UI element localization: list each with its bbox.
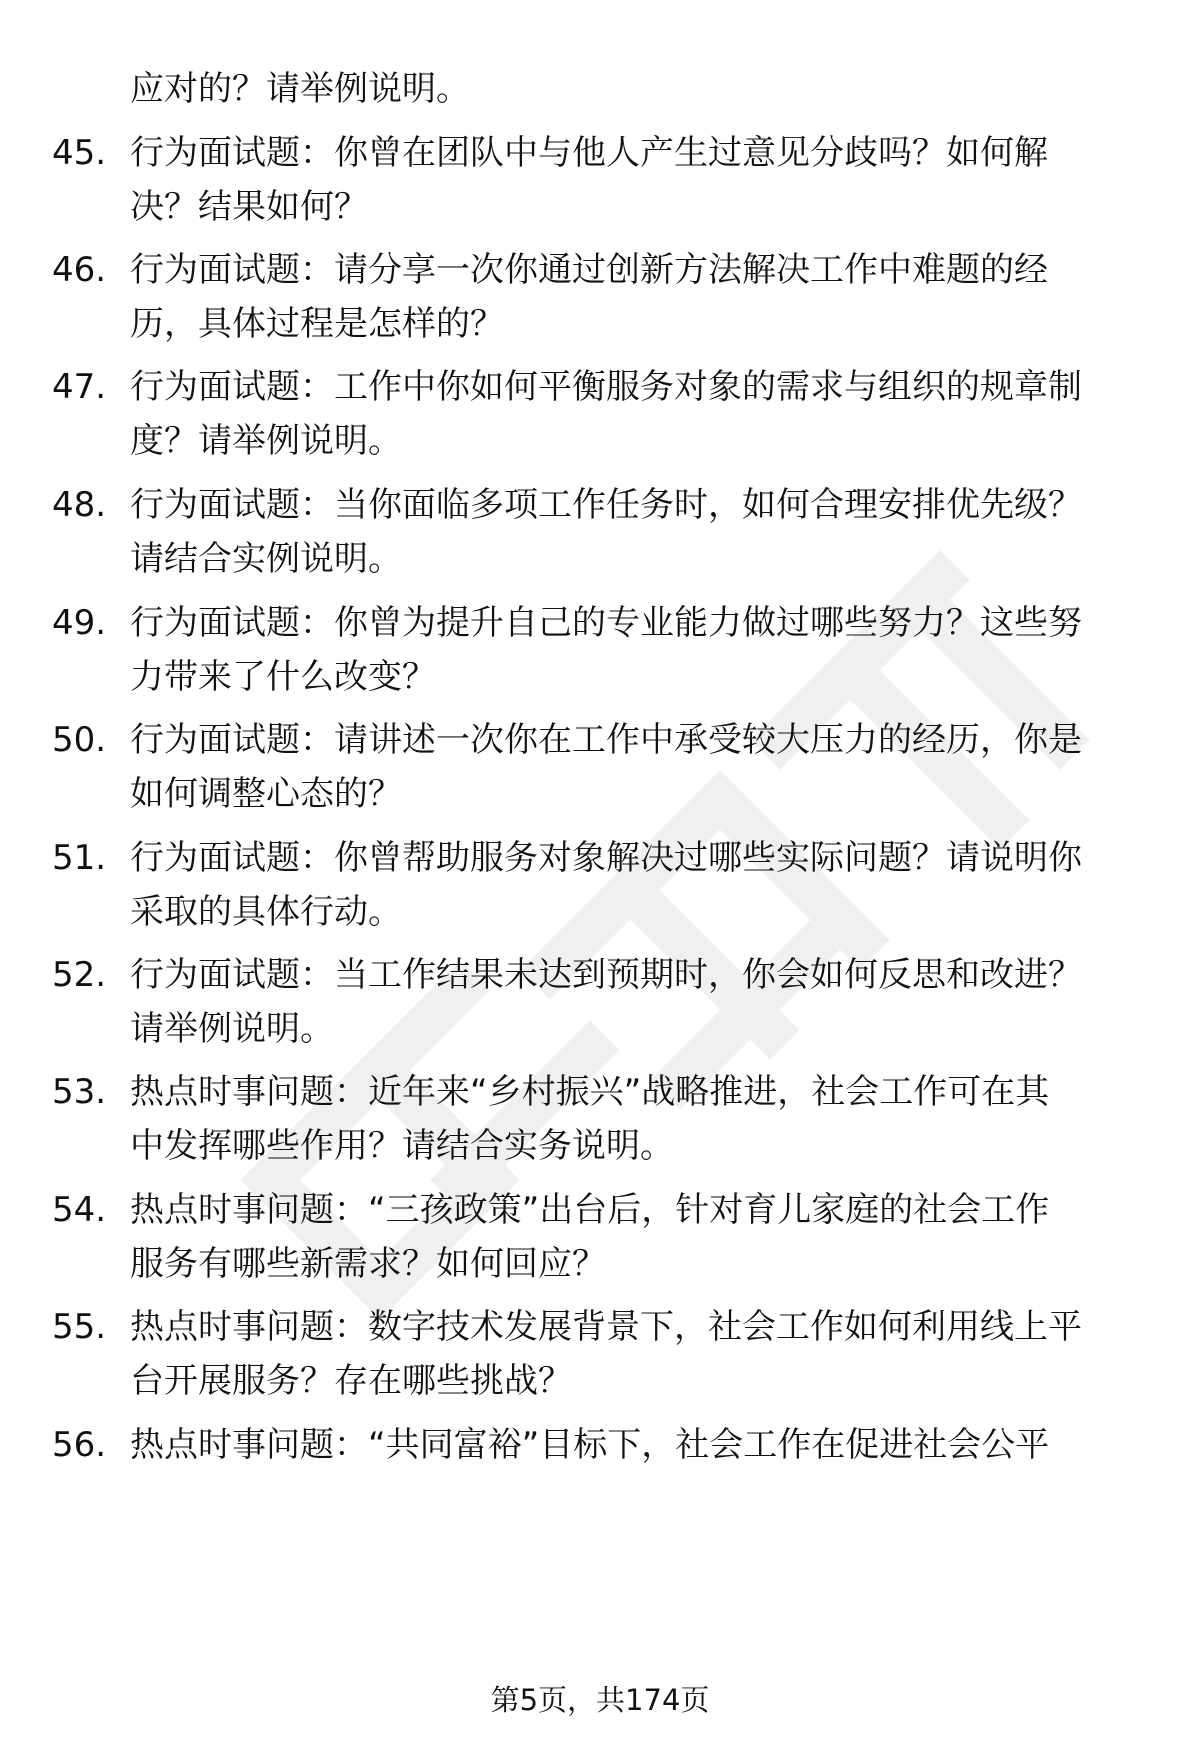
question-number: 55. bbox=[52, 1307, 107, 1347]
question-number: 51. bbox=[52, 838, 107, 878]
continued-text: 应对的？请举例说明。 bbox=[130, 69, 470, 109]
question-line: 请举例说明。 bbox=[130, 1009, 334, 1049]
question-line: 台开展服务？存在哪些挑战？ bbox=[130, 1361, 572, 1401]
question-number: 54. bbox=[52, 1190, 107, 1230]
question-line: 行为面试题：当你面临多项工作任务时，如何合理安排优先级？ bbox=[130, 485, 1082, 525]
question-line: 请结合实例说明。 bbox=[130, 539, 402, 579]
question-number: 48. bbox=[52, 485, 107, 525]
question-text bbox=[130, 596, 1140, 704]
question-line: 决？结果如何？ bbox=[130, 187, 368, 227]
question-line: 力带来了什么改变？ bbox=[130, 657, 436, 697]
question-number: 53. bbox=[52, 1072, 107, 1112]
question-line: 热点时事问题：“共同富裕”目标下，社会工作在促进社会公平 bbox=[130, 1425, 1050, 1465]
question-text bbox=[130, 948, 1140, 1056]
question-line: 服务有哪些新需求？如何回应？ bbox=[130, 1244, 606, 1284]
question-line: 行为面试题：请讲述一次你在工作中承受较大压力的经历，你是 bbox=[130, 720, 1082, 760]
question-text bbox=[130, 126, 1140, 234]
question-line: 行为面试题：当工作结果未达到预期时，你会如何反思和改进？ bbox=[130, 955, 1082, 995]
question-line: 采取的具体行动。 bbox=[130, 892, 402, 932]
question-line: 行为面试题：你曾帮助服务对象解决过哪些实际问题？请说明你 bbox=[130, 838, 1082, 878]
question-line: 行为面试题：工作中你如何平衡服务对象的需求与组织的规章制 bbox=[130, 367, 1082, 407]
question-line: 如何调整心态的？ bbox=[130, 774, 402, 814]
question-line: 中发挥哪些作用？请结合实务说明。 bbox=[130, 1126, 674, 1166]
question-line: 热点时事问题：数字技术发展背景下，社会工作如何利用线上平 bbox=[130, 1307, 1082, 1347]
question-text bbox=[130, 713, 1140, 821]
question-number: 56. bbox=[52, 1425, 107, 1465]
question-line: 行为面试题：你曾为提升自己的专业能力做过哪些努力？这些努 bbox=[130, 603, 1082, 643]
question-number: 49. bbox=[52, 603, 107, 643]
question-number: 50. bbox=[52, 720, 107, 760]
question-line: 行为面试题：请分享一次你通过创新方法解决工作中难题的经 bbox=[130, 250, 1048, 290]
question-text bbox=[130, 1418, 1140, 1472]
question-text bbox=[130, 478, 1140, 586]
question-text bbox=[130, 1300, 1140, 1408]
question-line: 度？请举例说明。 bbox=[130, 421, 402, 461]
question-number: 52. bbox=[52, 955, 107, 995]
question-number: 46. bbox=[52, 250, 107, 290]
question-line: 热点时事问题：近年来“乡村振兴”战略推进，社会工作可在其 bbox=[130, 1072, 1050, 1112]
question-line: 热点时事问题：“三孩政策”出台后，针对育儿家庭的社会工作 bbox=[130, 1190, 1050, 1230]
question-text bbox=[130, 831, 1140, 939]
question-line: 历，具体过程是怎样的？ bbox=[130, 304, 504, 344]
question-text bbox=[130, 243, 1140, 351]
question-line: 行为面试题：你曾在团队中与他人产生过意见分歧吗？如何解 bbox=[130, 133, 1048, 173]
question-text bbox=[130, 1065, 1140, 1173]
question-number: 45. bbox=[52, 133, 107, 173]
page-footer: 第5页，共174页 bbox=[490, 1683, 710, 1717]
question-number: 47. bbox=[52, 367, 107, 407]
question-text bbox=[130, 1183, 1140, 1291]
question-text bbox=[130, 360, 1140, 468]
